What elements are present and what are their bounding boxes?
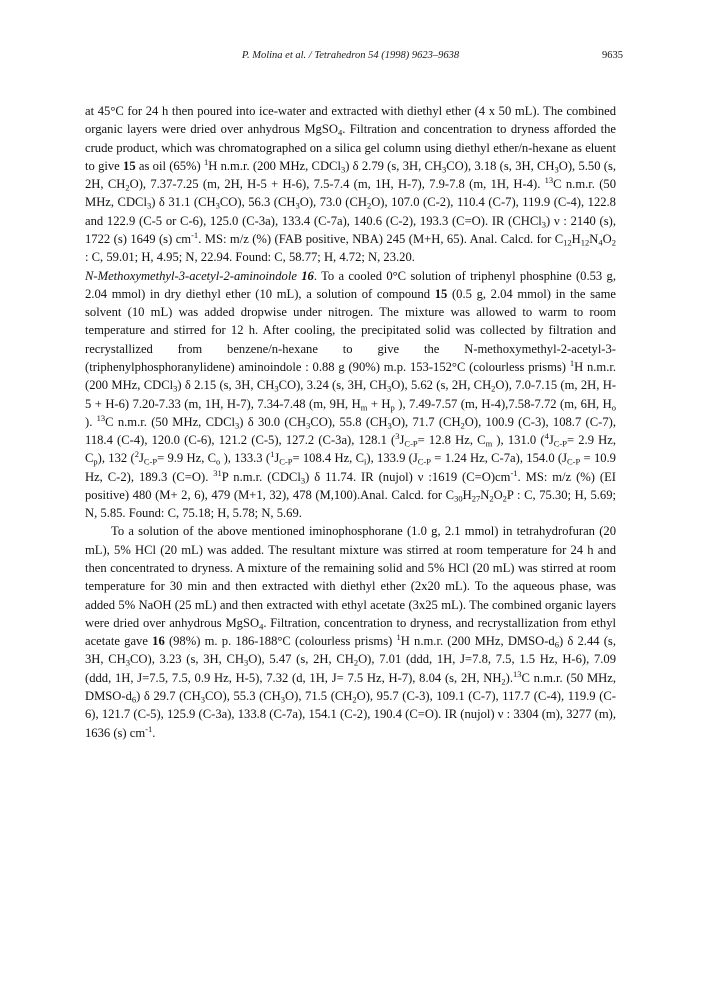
compound-heading: N-Methoxymethyl-3-acetyl-2-aminoindole (85, 268, 297, 283)
running-title: P. Molina et al. / Tetrahedron 54 (1998) 9623–9638 (241, 50, 460, 61)
page-number: 9635 (602, 50, 623, 61)
article-body (85, 102, 616, 742)
page-header (0, 50, 701, 70)
experimental-paragraph-16: N-Methoxymethyl-3-acetyl-2-aminoindole 16. To a cooled 0°C solution of triphenyl phosphine (0.53 g, 2.04 mmol) in dry diethyl ether (10 mL), a solution of compound 15 (0.5 g, 2.04 mmol) in the same solvent (10 mL) was added dropwise under nitrogen. The mixture was allowed to warm to room temperature and stirred for 12 h. After cooling, the precipitated solid was collected by filtration and recrystallized from benzene/n-hexane to give the N-methoxymethyl-2-acetyl-3-(triphenylphosphoranylidene) aminoindole : 0.88 g (90%) m.p. 153-152°C (colourless prisms) $^1$H n.m.r. (200 MHz, CDCl$_3$) δ 2.15 (s, 3H, $CH_3CO$), 3.24 (s, 3H, $CH_3O$), 5.62 (s, 2H, $CH_2O$), 7.0-7.15 (m, 2H, H-5 + H-6) 7.20-7.33 (m, 1H, H-7), 7.34-7.48 (m, 9H, $H_m + H_p$ ), 7.49-7.57 (m, H-4),7.58-7.72 (m, 6H, $H_o$ ). $^{13}$C n.m.r. (50 MHz, CDCl$_3$) δ 30.0 $(CH_3CO)$, 55.8 $(CH_3O)$, 71.7 $(CH_2O)$, 100.9 (C-3), 108.7 (C-7), 118.4 (C-4), 120.0 (C-6), 121.2 (C-5), 127.2 (C-3a), 128.1 ($^3J_{C-P}= 12.8$ Hz, $C_m$ ), 131.0 ($^4J_{C-P}= 2.9$ Hz, $C_p$), 132 ($^2J_{C-P}= 9.9$ Hz, $C_o$ ), 133.3 ($^1J_{C-P}= 108.4$ Hz, $C_i$), 133.9 ($J_{C-P} = 1.24$ Hz, C-7a), 154.0 ($J_{C-P} = 10.9$ Hz, C-2), 189.3 (C=O). $^{31}$P n.m.r. (CDCl$_3$) δ 11.74. IR (nujol) ν :1619 $(C=O)cm^{-1}$. MS: m/z (%) (EI positive) 480 (M+ 2, 6), 479 (M+1, 32), 478 (M,100).Anal. Calcd. for $C_{30}H_{27}N_2O_2P$ : C, 75.30; H, 5.69; N, 5.85. Found: C, 75.18; H, 5.78; N, 5.69. (85, 268, 617, 521)
compound-number: 16 (301, 268, 314, 283)
hydrolysis-paragraph: To a solution of the above mentioned iminophosphorane (1.0 g, 2.1 mmol) in tetrahydrofuran (20 mL), 5% HCl (20 mL) was added. The resultant mixture was stirred at room temperature for 24 h and then concentrated to dryness. A mixture of the remaining solid and 5% HCl (20 mL) was stirred at room temperature for 30 min and then extracted with diethyl ether (2x20 mL). To the aqueous phase, was added 5% NaOH (25 mL) and then extracted with ethyl acetate (3x25 mL). The combined organic layers were dried over anhydrous MgSO$_4$. Filtration, concentration to dryness, and recrystallization from ethyl acetate gave 16 (98%) m. p. 186-188°C (colourless prisms) $^1$H n.m.r. (200 MHz, DMSO-$d_6$) δ 2.44 (s, 3H, $CH_3CO$), 3.23 (s, 3H, $CH_3O$), 5.47 (s, 2H, $CH_2O$), 7.01 (ddd, 1H, J=7.8, 7.5, 1.5 Hz, H-6), 7.09 (ddd, 1H, J=7.5, 7.5, 0.9 Hz, H-5), 7.32 (d, 1H, J= 7.5 Hz, H-7), 8.04 (s, 2H, $NH_2).^{13}C$ n.m.r. (50 MHz, DMSO-$d_6$) δ 29.7 $(CH_3CO)$, 55.3 $(CH_3O)$, 71.5 $(CH_2O)$, 95.7 (C-3), 109.1 (C-7), 117.7 (C-4), 119.9 (C-6), 121.7 (C-5), 125.9 (C-3a), 133.8 (C-7a), 154.1 (C-2), 190.4 (C=O). IR (nujol) ν : 3304 (m), 3277 (m), 1636 (s) $cm^{-1}$. (85, 524, 617, 740)
experimental-paragraph-15: at 45°C for 24 h then poured into ice-water and extracted with diethyl ether (4 x 50 mL). The combined organic layers were dried over anhydrous MgSO$_4$. Filtration and concentration to dryness afforded the crude product, which was chromatographed on a silica gel column using diethyl ether/n-hexane as eluent to give 15 as oil (65%) $^1$H n.m.r. (200 MHz, CDCl$_3$) δ 2.79 (s, 3H, $CH_3CO$), 3.18 (s, 3H, $CH_3O$), 5.50 (s, 2H, $CH_2O$), 7.37-7.25 (m, 2H, H-5 + H-6), 7.5-7.4 (m, 1H, H-7), 7.9-7.8 (m, 1H, H-4). $^{13}$C n.m.r. (50 MHz, CDCl$_3$) δ 31.1 $(CH_3CO)$, 56.3 $(CH_3O)$, 73.0 $(CH_2O)$, 107.0 (C-2), 110.4 (C-7), 119.9 (C-4), 122.8 and 122.9 (C-5 or C-6), 125.0 (C-3a), 133.4 (C-7a), 140.6 (C-2), 193.3 (C=O). IR (CHCl$_3$) ν : 2140 (s), 1722 (s) 1649 (s) $cm^{-1}$. MS: m/z (%) (FAB positive, NBA) 245 (M+H, 65). Anal. Calcd. for $C_{12}H_{12}N_4O_2$ : C, 59.01; H, 4.95; N, 22.94. Found: C, 58.77; H, 4.72; N, 23.20. (85, 104, 617, 265)
